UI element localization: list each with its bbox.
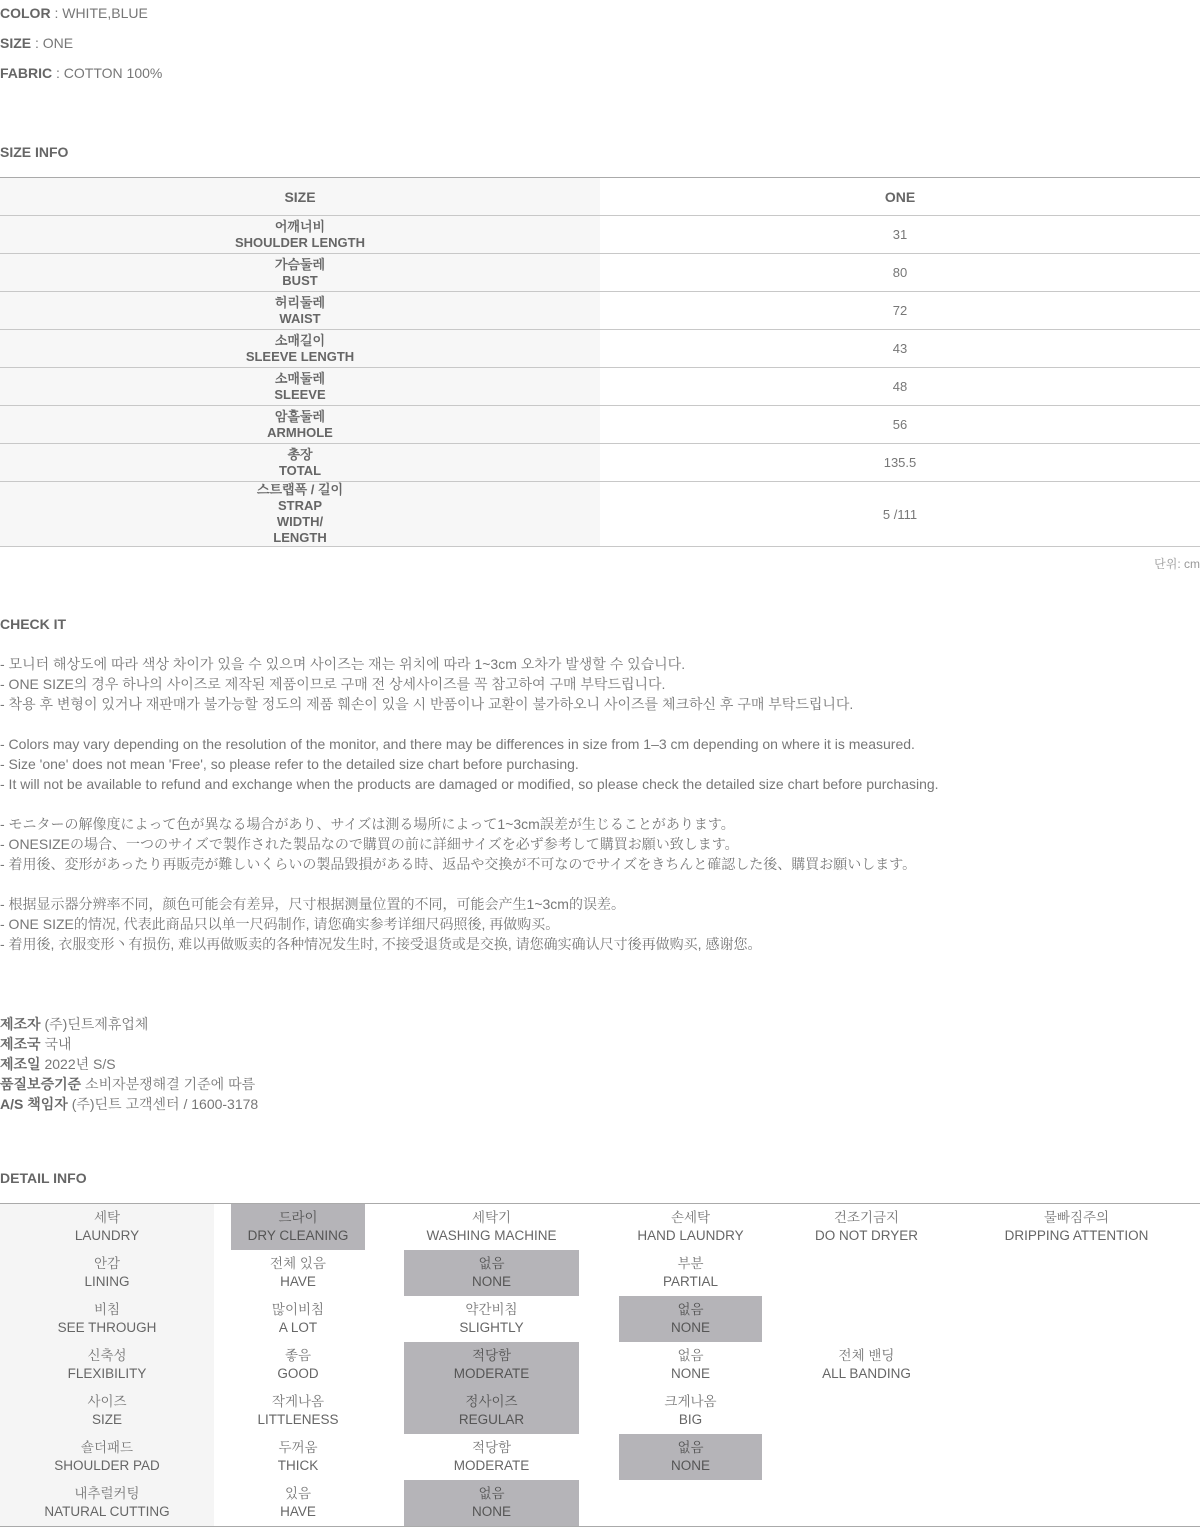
spec-label: FABRIC — [0, 65, 53, 81]
detail-grid — [0, 1203, 1200, 1527]
size-row — [0, 330, 1200, 368]
detail-ko: 물빠짐주의 — [1043, 1210, 1110, 1225]
detail-option — [231, 1388, 365, 1434]
note-line: - It will not be available to refund and exchange when the products are damaged or modified, so please check the detailed size chart before purchasing. — [0, 776, 939, 792]
size-row — [0, 482, 1200, 547]
note-line: - 根据显示器分辨率不同，颜色可能会有差异，尺寸根据测量位置的不同，可能会产生1~3cm的误差。 — [0, 896, 625, 912]
detail-option — [775, 1342, 958, 1388]
detail-row-label — [0, 1480, 214, 1526]
size-row-value: 56 — [892, 417, 908, 432]
detail-ko: 안감 — [93, 1256, 121, 1271]
detail-row-label — [0, 1296, 214, 1342]
maker-label: 품질보증기준 — [0, 1076, 82, 1092]
check-it-title: CHECK IT — [0, 616, 67, 632]
detail-ko: 숄더패드 — [80, 1440, 134, 1455]
size-row-ko: 어깨너비 — [274, 218, 326, 234]
note-line: - 着用後, 衣服变形丶有损伤, 难以再做贩卖的各种情况发生时, 不接受退货或是交换, 请您确实确认尺寸後再做购买, 感谢您。 — [0, 936, 762, 952]
detail-option-selected — [404, 1388, 579, 1434]
detail-option — [404, 1204, 579, 1250]
detail-en: NATURAL CUTTING — [44, 1504, 170, 1519]
size-row-en: STRAP WIDTH/ LENGTH — [273, 498, 327, 545]
maker-value: (주)딘트제휴업체 — [40, 1016, 149, 1032]
detail-en: BIG — [678, 1412, 703, 1427]
spec-label: SIZE — [0, 35, 32, 51]
maker-info — [0, 1014, 258, 1114]
detail-ko: 정사이즈 — [465, 1394, 518, 1409]
detail-en: DO NOT DRYER — [814, 1228, 919, 1243]
size-row-value: 43 — [892, 341, 908, 356]
spec-value: WHITE,BLUE — [62, 5, 148, 21]
size-info-title: SIZE INFO — [0, 144, 69, 160]
size-row-value: 72 — [892, 303, 908, 318]
detail-en: SEE THROUGH — [57, 1320, 157, 1335]
detail-option — [619, 1250, 762, 1296]
check-notes-ja — [0, 814, 916, 874]
detail-option-selected — [619, 1434, 762, 1480]
note-line: - 착용 후 변형이 있거나 재판매가 불가능할 정도의 제품 훼손이 있을 시 반품이나 교환이 불가하오니 사이즈를 체크하신 후 구매 부탁드립니다. — [0, 696, 854, 712]
detail-option — [619, 1342, 762, 1388]
size-row-ko: 총장 — [287, 446, 313, 462]
detail-en: MODERATE — [453, 1458, 530, 1473]
size-row-en: SHOULDER LENGTH — [235, 234, 365, 250]
note-line: - ONESIZEの場合、一つのサイズで製作された製品なので購買の前に詳細サイズを必ず参考して購買お願い致します。 — [0, 836, 739, 852]
check-notes-zh — [0, 894, 761, 954]
detail-en: LINING — [84, 1274, 130, 1289]
detail-ko: 손세탁 — [670, 1210, 711, 1225]
detail-ko: 좋음 — [284, 1348, 312, 1363]
detail-ko: 세탁 — [93, 1210, 121, 1225]
maker-line — [0, 1054, 258, 1074]
detail-ko: 두꺼움 — [278, 1440, 318, 1455]
note-line: - モニターの解像度によって色が異なる場合があり、サイズは測る場所によって1~3cm誤差が生じることがあります。 — [0, 816, 735, 832]
detail-ko: 세탁기 — [471, 1210, 512, 1225]
size-row-en: ARMHOLE — [267, 424, 333, 440]
detail-en: NONE — [471, 1504, 511, 1519]
detail-info-title: DETAIL INFO — [0, 1170, 87, 1186]
detail-option — [619, 1388, 762, 1434]
detail-en: HAVE — [280, 1504, 316, 1519]
detail-ko: 있음 — [284, 1486, 312, 1501]
detail-ko: 없음 — [478, 1486, 505, 1501]
size-row-en: TOTAL — [278, 462, 322, 478]
spec-fabric: FABRIC : COTTON 100% — [0, 65, 163, 81]
detail-option — [231, 1342, 365, 1388]
detail-en: NONE — [670, 1366, 710, 1381]
detail-en: A LOT — [278, 1320, 318, 1335]
note-line: - ONE SIZE的情况, 代表此商品只以单一尺码制作, 请您确实参考详细尺码照後, 再做购买。 — [0, 916, 560, 932]
detail-option — [953, 1204, 1200, 1250]
spec-color: COLOR : WHITE,BLUE — [0, 5, 148, 21]
size-row-value: 31 — [892, 227, 908, 242]
detail-en: SLIGHTLY — [459, 1320, 524, 1335]
detail-row-label — [0, 1204, 214, 1250]
detail-ko: 사이즈 — [87, 1394, 127, 1409]
check-notes-ko — [0, 654, 853, 714]
detail-ko: 없음 — [677, 1302, 704, 1317]
size-header-value: ONE — [884, 188, 916, 205]
detail-ko: 적당함 — [471, 1348, 512, 1363]
detail-ko: 많이비침 — [271, 1302, 325, 1317]
detail-option — [619, 1204, 762, 1250]
detail-ko: 없음 — [677, 1440, 704, 1455]
detail-option — [775, 1204, 958, 1250]
detail-ko: 작게나옴 — [271, 1394, 325, 1409]
spec-value: ONE — [42, 35, 74, 51]
detail-ko: 적당함 — [471, 1440, 512, 1455]
check-notes-en — [0, 734, 939, 794]
detail-en: NONE — [670, 1458, 710, 1473]
size-row-en: SLEEVE — [274, 386, 326, 402]
size-row-value: 80 — [892, 265, 908, 280]
detail-option-selected — [619, 1296, 762, 1342]
size-row-en: WAIST — [279, 310, 321, 326]
size-row-value: 48 — [892, 379, 908, 394]
size-row-value: 5 /111 — [882, 506, 918, 522]
size-row — [0, 216, 1200, 254]
detail-ko: 건조기금지 — [833, 1210, 900, 1225]
size-row-en: SLEEVE LENGTH — [245, 348, 355, 364]
detail-en: REGULAR — [458, 1412, 525, 1427]
detail-ko: 내추럴커팅 — [74, 1486, 140, 1501]
maker-line — [0, 1094, 258, 1114]
maker-label: 제조국 — [0, 1036, 41, 1052]
detail-ko: 비침 — [93, 1302, 121, 1317]
maker-value: 국내 — [40, 1036, 72, 1052]
detail-option — [231, 1480, 365, 1526]
detail-en: HAND LAUNDRY — [637, 1228, 744, 1243]
note-line: - 着用後、変形があったり再販売が難しいくらいの製品毀損がある時、返品や交換が不可なのでサイズをきちんと確認した後、購買お願いします。 — [0, 856, 917, 872]
size-row — [0, 368, 1200, 406]
detail-row-label — [0, 1342, 214, 1388]
detail-option — [231, 1250, 365, 1296]
maker-line — [0, 1014, 258, 1034]
detail-en: SHOULDER PAD — [54, 1458, 160, 1473]
detail-ko: 없음 — [478, 1256, 505, 1271]
size-row-ko: 스트랩폭 / 길이 — [256, 482, 344, 497]
detail-en: DRIPPING ATTENTION — [1004, 1228, 1149, 1243]
maker-line — [0, 1034, 258, 1054]
size-row-value: 135.5 — [883, 455, 917, 470]
detail-ko: 신축성 — [87, 1348, 127, 1363]
detail-en: NONE — [670, 1320, 710, 1335]
size-row-ko: 암홀둘레 — [274, 408, 326, 424]
maker-value: (주)딘트 고객센터 / 1600-3178 — [67, 1096, 259, 1112]
detail-ko: 없음 — [677, 1348, 704, 1363]
size-row-ko: 가슴둘레 — [274, 256, 326, 272]
note-line: - ONE SIZE의 경우 하나의 사이즈로 제작된 제품이므로 구매 전 상세사이즈를 꼭 참고하여 구매 부탁드립니다. — [0, 676, 666, 692]
detail-option — [231, 1296, 365, 1342]
maker-label: 제조일 — [0, 1056, 41, 1072]
detail-option-selected — [231, 1204, 365, 1250]
detail-en: THICK — [277, 1458, 319, 1473]
unit-note: 단위: cm — [1154, 557, 1200, 571]
detail-row-label — [0, 1388, 214, 1434]
detail-ko: 부분 — [677, 1256, 704, 1271]
spec-value: COTTON 100% — [63, 65, 163, 81]
detail-option — [404, 1434, 579, 1480]
detail-ko: 전체 있음 — [270, 1256, 326, 1271]
detail-ko: 전체 밴딩 — [838, 1348, 895, 1363]
detail-en: SIZE — [91, 1412, 122, 1427]
detail-en: PARTIAL — [662, 1274, 719, 1289]
detail-en: LITTLENESS — [257, 1412, 339, 1427]
size-row-en: BUST — [282, 272, 318, 288]
detail-option — [404, 1296, 579, 1342]
size-header-label: SIZE — [0, 178, 600, 215]
detail-en: HAVE — [280, 1274, 316, 1289]
detail-en: NONE — [471, 1274, 511, 1289]
maker-label: 제조자 — [0, 1016, 41, 1032]
size-row — [0, 254, 1200, 292]
size-row — [0, 406, 1200, 444]
detail-option — [231, 1434, 365, 1480]
note-line: - Colors may vary depending on the resolution of the monitor, and there may be differences in size from 1–3 cm depending on where it is measured. — [0, 736, 915, 752]
detail-row-label — [0, 1434, 214, 1480]
detail-en: LAUNDRY — [74, 1228, 140, 1243]
detail-en: DRY CLEANING — [247, 1228, 349, 1243]
detail-ko: 크게나옴 — [664, 1394, 717, 1409]
maker-value: 2022년 S/S — [40, 1056, 116, 1072]
size-row — [0, 444, 1200, 482]
maker-value: 소비자분쟁해결 기준에 따름 — [81, 1076, 256, 1092]
spec-label: COLOR — [0, 5, 51, 21]
size-row-ko: 소매둘레 — [274, 370, 326, 386]
size-table-header — [0, 178, 1200, 216]
detail-en: GOOD — [277, 1366, 319, 1381]
detail-en: MODERATE — [453, 1366, 530, 1381]
detail-row-label — [0, 1250, 214, 1296]
size-row-ko: 소매길이 — [274, 332, 326, 348]
detail-en: ALL BANDING — [822, 1366, 911, 1381]
note-line: - 모니터 해상도에 따라 색상 차이가 있을 수 있으며 사이즈는 재는 위치에 따라 1~3cm 오차가 발생할 수 있습니다. — [0, 656, 686, 672]
size-table — [0, 177, 1200, 547]
detail-ko: 약간비침 — [465, 1302, 518, 1317]
size-row-ko: 허리둘레 — [274, 294, 326, 310]
note-line: - Size 'one' does not mean 'Free', so please refer to the detailed size chart before purchasing. — [0, 756, 579, 772]
detail-option-selected — [404, 1342, 579, 1388]
spec-size: SIZE : ONE — [0, 35, 74, 51]
detail-option-selected — [404, 1250, 579, 1296]
maker-line — [0, 1074, 258, 1094]
detail-en: WASHING MACHINE — [426, 1228, 557, 1243]
detail-option-selected — [404, 1480, 579, 1526]
detail-ko: 드라이 — [278, 1210, 318, 1225]
maker-label: A/S 책임자 — [0, 1096, 68, 1112]
size-row — [0, 292, 1200, 330]
detail-en: FLEXIBILITY — [67, 1366, 147, 1381]
